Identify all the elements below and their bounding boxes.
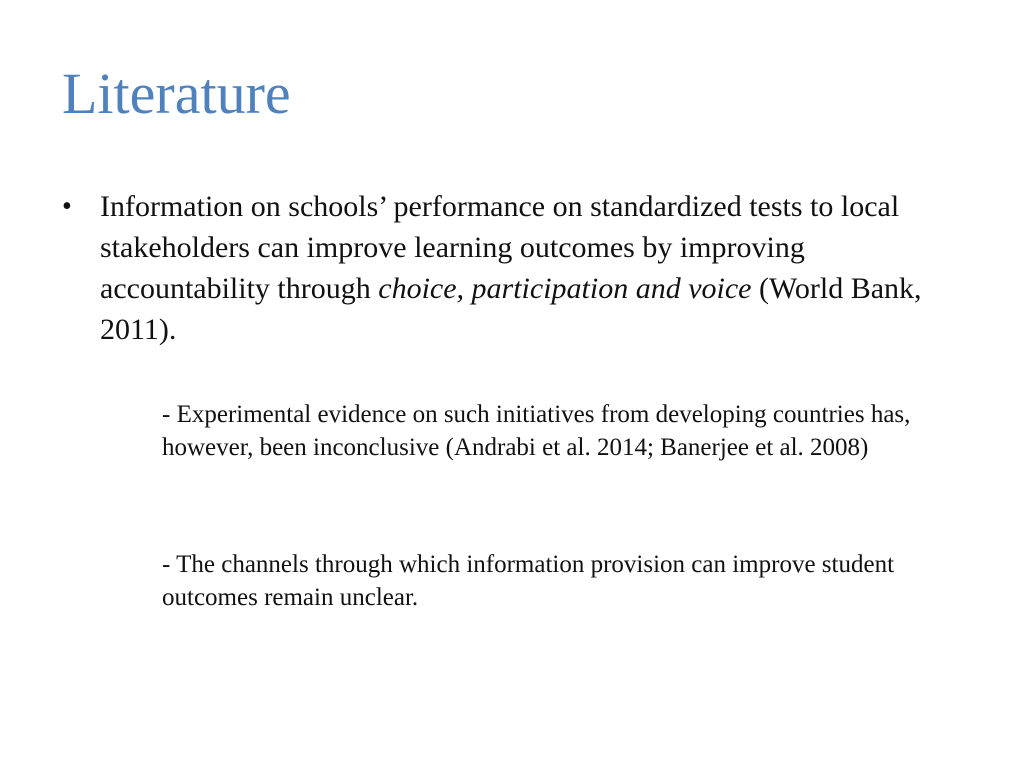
main-bullet <box>62 186 942 350</box>
sub-point-channels: - The channels through which information provision can improve student outcomes remain unclear. <box>162 551 895 611</box>
bullet-text-italic: choice, participation and voice <box>378 272 752 305</box>
sub-point-evidence: - Experimental evidence on such initiatives from developing countries has, however, been inconclusive (Andrabi et al. 2014; Banerjee et al. 2008) <box>162 401 911 461</box>
slide-title: Literature <box>62 61 291 126</box>
bullet-icon: • <box>62 191 72 222</box>
main-bullet-text <box>100 186 942 350</box>
bullet-text-before: Information on schools’ performance on standardized tests to local stakeholders can improve learning outcomes by improving accountability through <box>100 190 900 305</box>
bullet-text-after: (World Bank, 2011). <box>100 272 922 346</box>
